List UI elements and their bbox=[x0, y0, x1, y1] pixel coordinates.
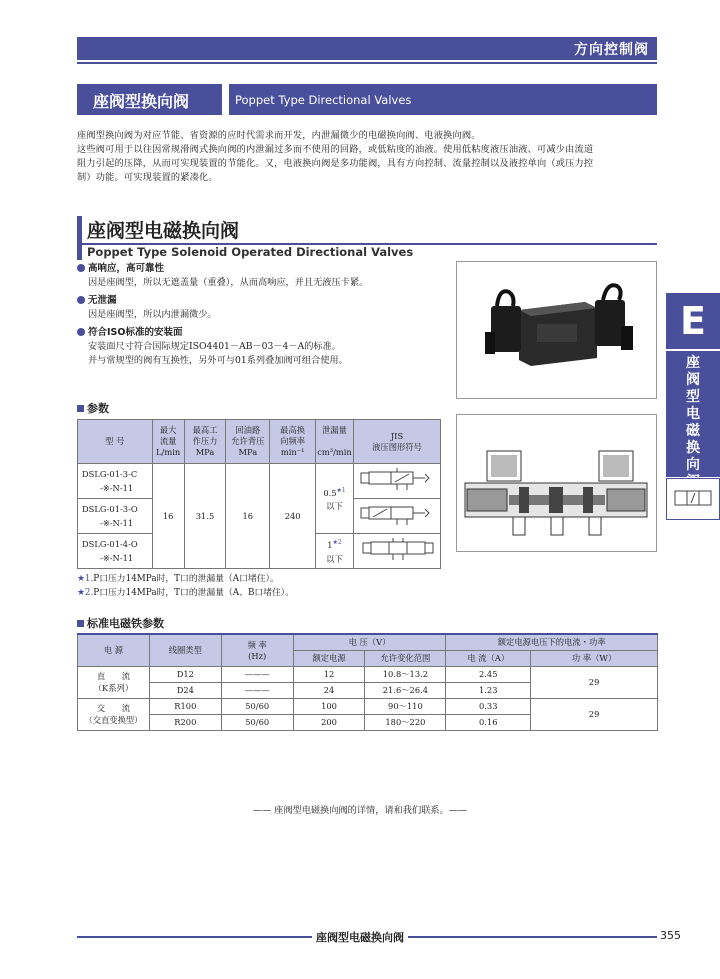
col-header-frequency: 最高换 向频率 min⁻¹ bbox=[270, 420, 316, 464]
intro-paragraph bbox=[77, 129, 659, 185]
col-header-power-w: 功 率（W） bbox=[531, 650, 658, 666]
params-heading bbox=[77, 400, 109, 416]
bullet-icon bbox=[77, 296, 85, 304]
header-rule bbox=[77, 62, 657, 64]
feature-text: 并与常规型的阀有互换性，另外可与01系列叠加阀可组合使用。 bbox=[88, 355, 348, 366]
footnotes bbox=[77, 572, 294, 600]
section-title-cn: 座阀型换向阀 bbox=[77, 84, 222, 115]
solenoid-heading-text: 标准电磁铁参数 bbox=[87, 617, 164, 630]
col-header-current: 电 流（A） bbox=[446, 650, 531, 666]
col-header-rated-voltage: 额定电源 bbox=[293, 650, 365, 666]
params-table bbox=[77, 419, 441, 569]
symbol-cell bbox=[354, 499, 441, 534]
table-row: R200 50/60 200 180～220 0.16 bbox=[78, 714, 658, 730]
col-header-symbol: JIS 液压图形符号 bbox=[354, 420, 441, 464]
footnote: ★2.P口压力14MPa时，T口的泄漏量（A、B口堵住）。 bbox=[77, 588, 295, 598]
product-photo bbox=[456, 261, 657, 399]
intro-line: 阻力引起的压降，从而可实现装置的节能化。又，电液换向阀是多功能阀，具有方向控制、流量控制以及液控单向（或压力控 bbox=[77, 158, 594, 169]
col-header-pressure: 最高工 作压力 MPa bbox=[184, 420, 226, 464]
intro-line: 制）功能。可实现装置的紧凑化。 bbox=[77, 172, 218, 183]
feature-text: 因是座阀型，所以内泄漏微少。 bbox=[88, 309, 217, 320]
contact-note: —— 座阀型电磁换向阀的详情，请和我们联系。—— bbox=[252, 805, 468, 816]
group-ac: 交 流 （交直变换型） bbox=[78, 698, 150, 730]
feature-item bbox=[77, 262, 457, 290]
col-header-model: 型 号 bbox=[78, 420, 153, 464]
col-header-power-source: 电 源 bbox=[78, 634, 150, 666]
category-title: 方向控制阀 bbox=[574, 42, 649, 58]
cross-section-drawing bbox=[456, 414, 657, 552]
chapter-tab-label bbox=[666, 351, 720, 477]
bullet-icon bbox=[77, 328, 85, 336]
hydraulic-symbol-icon bbox=[357, 499, 437, 529]
hydraulic-symbol-icon bbox=[357, 464, 437, 494]
table-row: DSLG-01-3-O -※-N-11 bbox=[78, 499, 441, 534]
subsection-title-en: Poppet Type Solenoid Operated Directional Valves bbox=[87, 245, 414, 259]
valve-symbol-icon bbox=[667, 479, 719, 519]
max-pressure-value: 31.5 bbox=[184, 464, 226, 569]
col-header-allowed-range: 允许变化范围 bbox=[365, 650, 446, 666]
tab-valve-symbol bbox=[666, 478, 720, 520]
leakage-cell-2: $1^{★2}$ 以下 bbox=[316, 534, 354, 569]
table-row: DSLG-01-3-C -※-N-11 16 31.5 16 240 $0.5^{★1}$ 以下 bbox=[78, 464, 441, 499]
col-header-frequency: 频 率 (Hz) bbox=[221, 634, 293, 666]
leakage-cell-1: $0.5^{★1}$ 以下 bbox=[316, 464, 354, 534]
feature-title: 高响应，高可靠性 bbox=[88, 263, 165, 274]
back-pressure-value: 16 bbox=[226, 464, 270, 569]
solenoid-table bbox=[77, 633, 658, 731]
table-row: 交 流 （交直变换型） R100 50/60 100 90～110 0.33 29 bbox=[78, 698, 658, 714]
subsection-title-cn: 座阀型电磁换向阀 bbox=[87, 220, 240, 242]
col-header-current-power: 额定电源电压下的电流・功率 bbox=[446, 634, 658, 650]
symbol-cell bbox=[354, 464, 441, 499]
symbol-cell bbox=[354, 534, 441, 569]
col-header-flow: 最大 流量 L/min bbox=[152, 420, 184, 464]
col-header-voltage: 电 压（V） bbox=[293, 634, 446, 650]
solenoid-heading bbox=[77, 615, 164, 631]
bullet-icon bbox=[77, 264, 85, 272]
section-banner bbox=[77, 84, 657, 115]
tab-char: 阀 bbox=[686, 372, 700, 388]
table-row: 直 流 （K系列） D12 ——— 12 10.8～13.2 2.45 29 bbox=[78, 666, 658, 682]
feature-title: 符合ISO标准的安装面 bbox=[88, 327, 183, 338]
section-title-en: Poppet Type Directional Valves bbox=[229, 84, 657, 115]
table-row: DSLG-01-4-O -※-N-11 $1^{★2}$ 以下 bbox=[78, 534, 441, 569]
valve-photo-icon bbox=[457, 262, 656, 398]
footnote: ★1.P口压力14MPa时，T口的泄漏量（A口堵住）。 bbox=[77, 574, 279, 584]
tab-char: 向 bbox=[686, 457, 700, 473]
feature-item bbox=[77, 294, 457, 322]
page-number: 355 bbox=[660, 929, 681, 942]
intro-line: 座阀型换向阀为对应节能、省资源的应时代需求而开发，内泄漏微少的电磁换向阀、电液换向阀。 bbox=[77, 130, 481, 141]
feature-title: 无泄漏 bbox=[88, 295, 117, 306]
feature-text: 安装面尺寸符合国际规定ISO4401－AB－03－4－A的标准。 bbox=[88, 341, 341, 352]
col-header-back-pressure: 回油路 允许背压 MPa bbox=[226, 420, 270, 464]
table-row: D24 ——— 24 21.6～26.4 1.23 bbox=[78, 682, 658, 698]
power-value: 29 bbox=[531, 666, 658, 698]
cutaway-diagram-icon bbox=[457, 415, 656, 551]
col-header-coil-type: 线圈类型 bbox=[149, 634, 221, 666]
tab-char: 换 bbox=[686, 440, 700, 456]
footer-title: 座阀型电磁换向阀 bbox=[312, 929, 408, 945]
tab-char: 电 bbox=[686, 406, 700, 422]
col-header-leakage: 泄漏量 cm³/min bbox=[316, 420, 354, 464]
chapter-tab-letter: E bbox=[666, 293, 720, 349]
feature-text: 因是座阀型，所以无遮盖量（重叠），从而高响应，并且无液压卡紧。 bbox=[88, 277, 369, 288]
switch-frequency-value: 240 bbox=[270, 464, 316, 569]
tab-char: 座 bbox=[686, 355, 700, 371]
intro-line: 这些阀可用于以往因常规滑阀式换向阀的内泄漏过多而不使用的回路，或低粘度的油液。使用低粘度液压油液、可减少由流道 bbox=[77, 144, 594, 155]
max-flow-value: 16 bbox=[152, 464, 184, 569]
group-dc: 直 流 （K系列） bbox=[78, 666, 150, 698]
params-heading-text: 参数 bbox=[87, 402, 109, 415]
tab-char: 磁 bbox=[686, 423, 700, 439]
hydraulic-symbol-icon bbox=[357, 534, 437, 564]
category-band bbox=[77, 37, 657, 60]
tab-char: 型 bbox=[686, 389, 700, 405]
feature-item bbox=[77, 326, 457, 368]
power-value: 29 bbox=[531, 698, 658, 730]
